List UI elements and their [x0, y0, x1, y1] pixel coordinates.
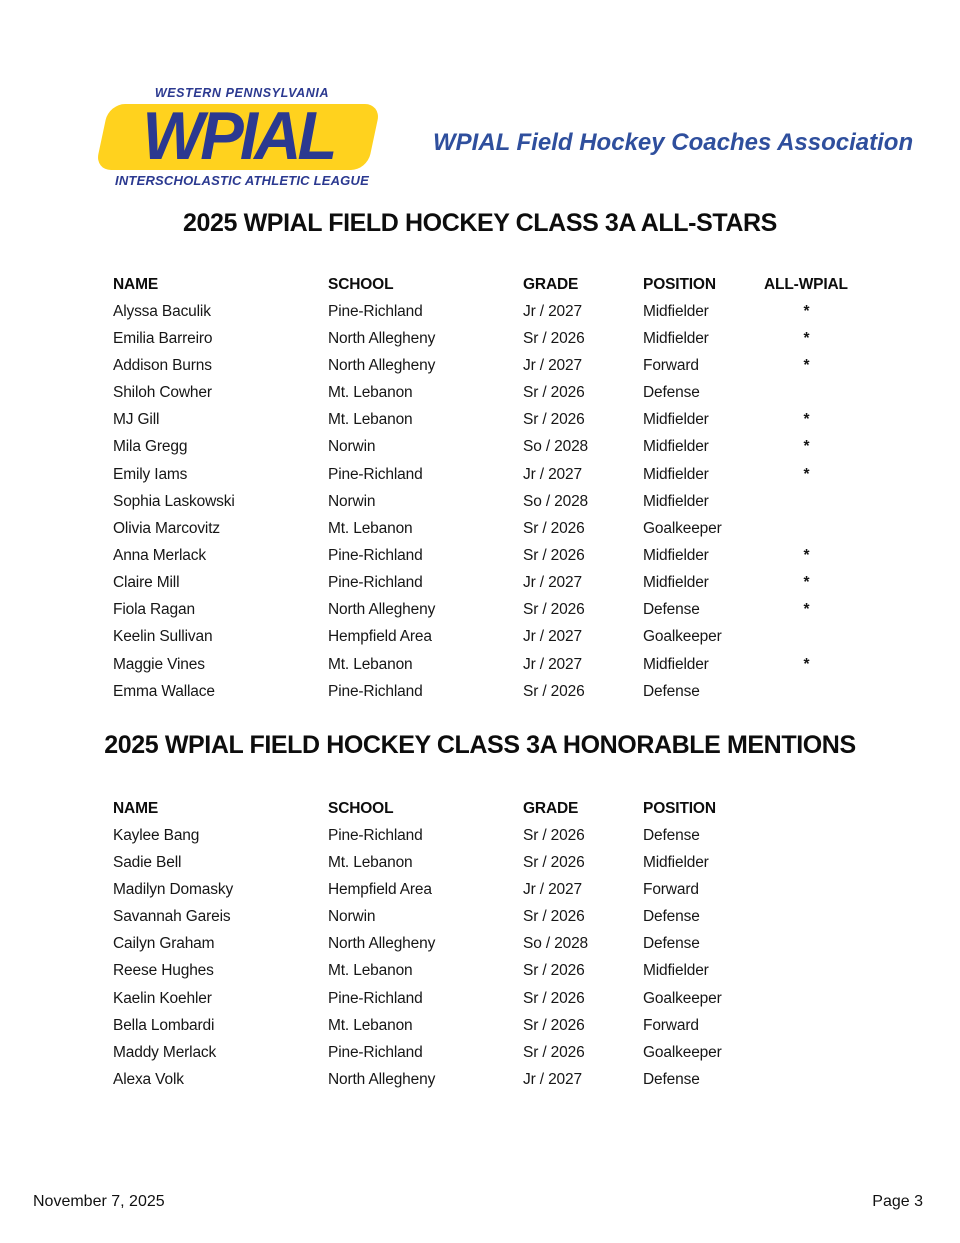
- table-row: [113, 542, 849, 569]
- table-cell: Fiola Ragan: [113, 601, 195, 619]
- association-title: WPIAL Field Hockey Coaches Association: [433, 129, 914, 156]
- column-header: GRADE: [523, 799, 579, 817]
- table-cell: Jr / 2027: [523, 655, 582, 673]
- table-cell: Norwin: [328, 908, 376, 926]
- table-cell: Midfielder: [643, 574, 709, 592]
- table-cell: *: [803, 411, 810, 429]
- table-row: [113, 380, 849, 407]
- table-cell: Sr / 2026: [523, 1043, 585, 1061]
- table-cell: Cailyn Graham: [113, 935, 215, 953]
- column-header: POSITION: [643, 799, 716, 817]
- table-cell: Jr / 2027: [523, 574, 582, 592]
- table-cell: Sr / 2026: [523, 384, 585, 402]
- table-cell: Pine-Richland: [328, 1043, 423, 1061]
- table-cell: Jr / 2027: [523, 465, 582, 483]
- table-cell: Pine-Richland: [328, 465, 423, 483]
- table-cell: Mt. Lebanon: [328, 411, 413, 429]
- table-cell: Goalkeeper: [643, 989, 722, 1007]
- table-row: [113, 570, 849, 597]
- table-cell: Sophia Laskowski: [113, 492, 235, 510]
- table-cell: Madilyn Domasky: [113, 880, 234, 898]
- table-cell: *: [803, 302, 810, 320]
- table-cell: Midfielder: [643, 546, 709, 564]
- table-cell: Mt. Lebanon: [328, 384, 413, 402]
- honorable-table: [113, 795, 849, 1094]
- table-cell: Pine-Richland: [328, 302, 423, 320]
- table-row: [113, 651, 849, 678]
- table-row: [113, 1039, 849, 1066]
- table-cell: *: [803, 655, 810, 673]
- table-cell: Jr / 2027: [523, 628, 582, 646]
- table-cell: Sr / 2026: [523, 853, 585, 871]
- table-cell: Sr / 2026: [523, 962, 585, 980]
- table-row: [113, 849, 849, 876]
- table-row: [113, 488, 849, 515]
- table-cell: Emilia Barreiro: [113, 329, 213, 347]
- footer-date: November 7, 2025: [33, 1193, 165, 1210]
- table-cell: North Allegheny: [328, 329, 436, 347]
- column-header: ALL-WPIAL: [764, 275, 848, 293]
- honorable-table-header-row: [113, 795, 849, 822]
- table-row: [113, 822, 849, 849]
- table-cell: Pine-Richland: [328, 989, 423, 1007]
- table-cell: Sr / 2026: [523, 519, 585, 537]
- table-cell: Alexa Volk: [113, 1070, 184, 1088]
- table-cell: So / 2028: [523, 438, 589, 456]
- logo-top-text: WESTERN PENNSYLVANIA: [154, 86, 330, 100]
- table-cell: Alyssa Baculik: [113, 302, 211, 320]
- table-cell: Norwin: [328, 492, 376, 510]
- table-cell: Norwin: [328, 438, 376, 456]
- table-cell: Sadie Bell: [113, 853, 182, 871]
- table-cell: Savannah Gareis: [113, 908, 231, 926]
- table-row: [113, 931, 849, 958]
- table-cell: Defense: [643, 935, 700, 953]
- table-row: [113, 678, 849, 705]
- table-cell: Jr / 2027: [523, 1070, 582, 1088]
- table-cell: Mt. Lebanon: [328, 655, 413, 673]
- table-cell: Goalkeeper: [643, 628, 722, 646]
- table-cell: So / 2028: [523, 492, 589, 510]
- table-cell: Sr / 2026: [523, 546, 585, 564]
- table-cell: Maddy Merlack: [113, 1043, 217, 1061]
- wpial-logo: [100, 86, 384, 188]
- table-cell: Mt. Lebanon: [328, 962, 413, 980]
- table-cell: Sr / 2026: [523, 329, 585, 347]
- table-row: [113, 352, 849, 379]
- table-cell: Defense: [643, 601, 700, 619]
- table-cell: Midfielder: [643, 329, 709, 347]
- table-cell: Jr / 2027: [523, 302, 582, 320]
- table-cell: Midfielder: [643, 962, 709, 980]
- table-cell: Midfielder: [643, 438, 709, 456]
- table-cell: Defense: [643, 384, 700, 402]
- table-cell: Addison Burns: [113, 356, 212, 374]
- table-cell: Hempfield Area: [328, 880, 432, 898]
- table-cell: Forward: [643, 880, 699, 898]
- table-cell: Defense: [643, 826, 700, 844]
- table-cell: Pine-Richland: [328, 682, 423, 700]
- table-cell: Kaelin Koehler: [113, 989, 212, 1007]
- table-cell: Shiloh Cowher: [113, 384, 212, 402]
- table-cell: North Allegheny: [328, 601, 436, 619]
- table-cell: Sr / 2026: [523, 411, 585, 429]
- table-row: [113, 434, 849, 461]
- table-cell: Mt. Lebanon: [328, 853, 413, 871]
- table-row: [113, 904, 849, 931]
- table-row: [113, 985, 849, 1012]
- table-row: [113, 1012, 849, 1039]
- table-cell: Midfielder: [643, 655, 709, 673]
- table-row: [113, 515, 849, 542]
- table-cell: *: [803, 465, 810, 483]
- logo-bottom-text: INTERSCHOLASTIC ATHLETIC LEAGUE: [115, 173, 369, 188]
- table-row: [113, 407, 849, 434]
- table-row: [113, 958, 849, 985]
- table-cell: Forward: [643, 1016, 699, 1034]
- table-cell: North Allegheny: [328, 356, 436, 374]
- table-cell: Midfielder: [643, 411, 709, 429]
- allstars-table-header-row: [113, 271, 849, 298]
- honorable-table-body: [113, 822, 849, 1093]
- table-row: [113, 1066, 849, 1093]
- column-header: SCHOOL: [328, 275, 394, 293]
- table-cell: *: [803, 574, 810, 592]
- table-cell: Forward: [643, 356, 699, 374]
- table-cell: Jr / 2027: [523, 880, 582, 898]
- table-cell: Midfielder: [643, 302, 709, 320]
- table-cell: Pine-Richland: [328, 546, 423, 564]
- table-cell: Pine-Richland: [328, 574, 423, 592]
- table-cell: Midfielder: [643, 465, 709, 483]
- table-row: [113, 876, 849, 903]
- table-row: [113, 624, 849, 651]
- table-cell: North Allegheny: [328, 1070, 436, 1088]
- table-cell: Defense: [643, 908, 700, 926]
- table-cell: Goalkeeper: [643, 519, 722, 537]
- table-cell: North Allegheny: [328, 935, 436, 953]
- footer-page-number: Page 3: [872, 1193, 923, 1210]
- table-row: [113, 325, 849, 352]
- table-cell: Kaylee Bang: [113, 826, 200, 844]
- table-cell: MJ Gill: [113, 411, 160, 429]
- table-cell: *: [803, 356, 810, 374]
- allstars-table-body: [113, 298, 849, 705]
- table-cell: Midfielder: [643, 492, 709, 510]
- table-cell: Goalkeeper: [643, 1043, 722, 1061]
- column-header: NAME: [113, 275, 159, 293]
- table-cell: Emily Iams: [113, 465, 188, 483]
- table-cell: Midfielder: [643, 853, 709, 871]
- table-cell: Anna Merlack: [113, 546, 206, 564]
- table-cell: Sr / 2026: [523, 989, 585, 1007]
- table-cell: Reese Hughes: [113, 962, 214, 980]
- table-cell: Sr / 2026: [523, 908, 585, 926]
- table-cell: *: [803, 438, 810, 456]
- table-cell: Defense: [643, 682, 700, 700]
- table-cell: Mila Gregg: [113, 438, 188, 456]
- honorable-section-title: 2025 WPIAL FIELD HOCKEY CLASS 3A HONORABLE MENTIONS: [104, 731, 856, 759]
- allstars-section-title: 2025 WPIAL FIELD HOCKEY CLASS 3A ALL-STARS: [183, 209, 777, 237]
- table-cell: So / 2028: [523, 935, 589, 953]
- table-cell: *: [803, 546, 810, 564]
- table-cell: Maggie Vines: [113, 655, 205, 673]
- table-cell: *: [803, 601, 810, 619]
- table-cell: Claire Mill: [113, 574, 180, 592]
- table-cell: Jr / 2027: [523, 356, 582, 374]
- column-header: SCHOOL: [328, 799, 394, 817]
- table-cell: Sr / 2026: [523, 601, 585, 619]
- table-row: [113, 298, 849, 325]
- table-cell: Mt. Lebanon: [328, 1016, 413, 1034]
- table-cell: Emma Wallace: [113, 682, 215, 700]
- table-cell: Bella Lombardi: [113, 1016, 215, 1034]
- allstars-table: [113, 271, 849, 705]
- table-cell: Mt. Lebanon: [328, 519, 413, 537]
- table-cell: Hempfield Area: [328, 628, 432, 646]
- table-cell: Keelin Sullivan: [113, 628, 213, 646]
- logo-acronym-text: WPIAL: [142, 98, 334, 174]
- column-header: POSITION: [643, 275, 716, 293]
- table-cell: *: [803, 329, 810, 347]
- column-header: NAME: [113, 799, 159, 817]
- table-cell: Pine-Richland: [328, 826, 423, 844]
- table-cell: Sr / 2026: [523, 826, 585, 844]
- table-row: [113, 461, 849, 488]
- table-cell: Sr / 2026: [523, 1016, 585, 1034]
- table-cell: Defense: [643, 1070, 700, 1088]
- table-cell: Sr / 2026: [523, 682, 585, 700]
- table-row: [113, 597, 849, 624]
- table-cell: Olivia Marcovitz: [113, 519, 220, 537]
- column-header: GRADE: [523, 275, 579, 293]
